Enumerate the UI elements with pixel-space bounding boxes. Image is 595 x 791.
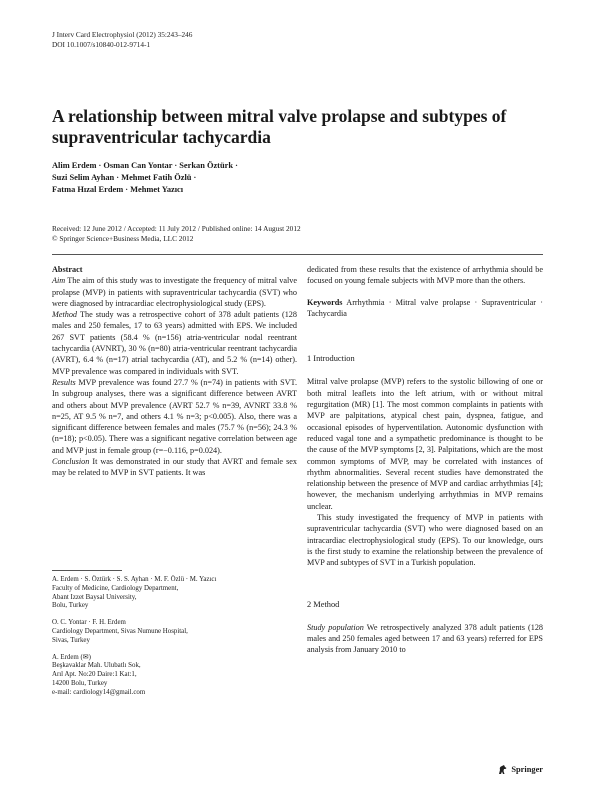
- publication-dates: [52, 224, 301, 244]
- results-text: MVP prevalence was found 27.7 % (n=74) in patients with SVT. In subgroup analyses, there was a significant difference between AVRT and others about MVP prevalence (AVRT 52.7 % n=39, AVNRT 33.8 % n=25, AT 9.5 % n=7, and others 4.1 % n=3; p<0.005). Also, there was a significant difference between females and males (75.7 % (n=56); 24.3 % (n=18); p<0.05). There was a significant negative correlation between age and MVP just in female group (r=−0.116, p=0.024).: [52, 377, 297, 455]
- author-line-1: Alim Erdem · Osman Can Yontar · Serkan Öztürk ·: [52, 161, 238, 170]
- conclusion-text: It was demonstrated in our study that AVRT and female sex may be related to MVP in SVT patients. It was: [52, 457, 297, 478]
- affiliation-1: A. Erdem · S. Öztürk · S. S. Ayhan · M. F. Özlü · M. Yazıcı Faculty of Medicine, Cardiology Department, Abant Izzet Baysal University, Bolu, Turkey: [52, 576, 217, 610]
- dates-line: Received: 12 June 2012 / Accepted: 11 July 2012 / Published online: 14 August 2012: [52, 224, 301, 233]
- email-address: e-mail: cardiology14@gmail.com: [52, 688, 146, 696]
- author-line-2: Suzi Selim Ayhan · Mehmet Fatih Özlü ·: [52, 173, 197, 182]
- publisher-name: Springer: [511, 765, 543, 774]
- author-list: [52, 160, 238, 196]
- springer-horse-icon: [497, 764, 508, 775]
- intro-paragraph-1: Mitral valve prolapse (MVP) refers to the systolic billowing of one or both mitral leaflets into the left atrium, with or without mitral regurgitation (MR) [1]. The most common complaints in patients with MVP are palpitations, atypical chest pain, dyspnea, fatigue, and occasional episodes of hyperventilation. Autonomic dysfunction with reduced vagal tone and a sympathetic predominance is thought to be the cause of the MVP symptoms [2, 3]. Palpitations, which are the most common symptoms of MVP, may be correlated with instances of rhythm abnormalities. Several recent studies have demonstrated the relationship between the presence of MVP and cardiac arrhythmias [4]; however, the mechanism underlying arrhythmias in MVP remains unclear.: [307, 377, 543, 511]
- article-title: A relationship between mitral valve prolapse and subtypes of supraventricular tachycardia: [52, 106, 507, 147]
- intro-heading: 1 Introduction: [307, 354, 355, 364]
- section-divider: [52, 254, 543, 255]
- affiliation-2: O. C. Yontar · F. H. Erdem Cardiology Department, Sivas Numune Hospital, Sivas, Turkey: [52, 619, 188, 644]
- method-heading: 2 Method: [307, 599, 340, 609]
- keywords-label: Keywords: [307, 297, 343, 307]
- results-label: Results: [52, 377, 76, 387]
- study-population-text: We retrospectively analyzed 378 adult patients (128 males and 250 females aged between 17 and 63 years) referred for EPS analysis from January 2010 to: [307, 622, 544, 655]
- copyright-line: © Springer Science+Business Media, LLC 2012: [52, 234, 194, 243]
- method-text: The study was a retrospective cohort of 378 adult patients (128 males and 250 females, 17 to 63 years) admitted with EPS. We included 267 SVT patients (58.4 % (n=156) atria-ventricular nodal reentrant tachycardia (AVNRT), 30 % (n=80) atria-ventricular reentrant tachycardia (AVRT), 6.4 % (n=17) atrial tachycardia (AT), and 5.2 % (n=14) other). MVP prevalence was compared in individuals with SVT.: [52, 310, 297, 376]
- study-population-label: Study population: [307, 622, 364, 632]
- footnote-rule: [52, 570, 122, 571]
- corresponding-author: A. Erdem (✉) Beşkavaklar Mah. Ulubatlı Sok, Arıl Apt. No:20 Daire:1 Kat:1, 14200 Bolu, Turkey e-mail: cardiology14@gmail.com: [52, 653, 146, 696]
- abstract-block: [52, 264, 297, 479]
- affiliations: [52, 576, 297, 706]
- abstract-heading: Abstract: [52, 265, 83, 274]
- method-label: Method: [52, 310, 78, 320]
- right-column: [307, 264, 543, 656]
- aim-label: Aim: [52, 276, 66, 286]
- journal-citation: J Interv Card Electrophysiol (2012) 35:243–246: [52, 30, 193, 39]
- abstract-continued: dedicated from these results that the existence of arrhythmia should be focused on young female subjects with MVP more than the others.: [307, 265, 543, 286]
- keywords-text: Arrhythmia · Mitral valve prolapse · Supraventricular · Tachycardia: [307, 297, 543, 318]
- conclusion-label: Conclusion: [52, 457, 90, 467]
- aim-text: The aim of this study was to investigate the frequency of mitral valve prolapse (MVP) in patients with supraventricular tachycardia (SVT) who were diagnosed by intracardiac electrophysiological study (EPS).: [52, 276, 297, 308]
- running-header: [52, 30, 192, 50]
- doi: DOI 10.1007/s10840-012-9714-1: [52, 40, 151, 49]
- publisher-logo: [497, 764, 543, 775]
- intro-paragraph-2: This study investigated the frequency of MVP in patients with supraventricular tachycardia (SVT) who were diagnosed based on an intracardiac electrophysiological study (EPS). To our knowledge, ours is the first study to examine the relationship between the prevalence of MVP and subtypes of SVT in a Turkish population.: [307, 513, 543, 568]
- author-line-3: Fatma Hızal Erdem · Mehmet Yazıcı: [52, 185, 184, 194]
